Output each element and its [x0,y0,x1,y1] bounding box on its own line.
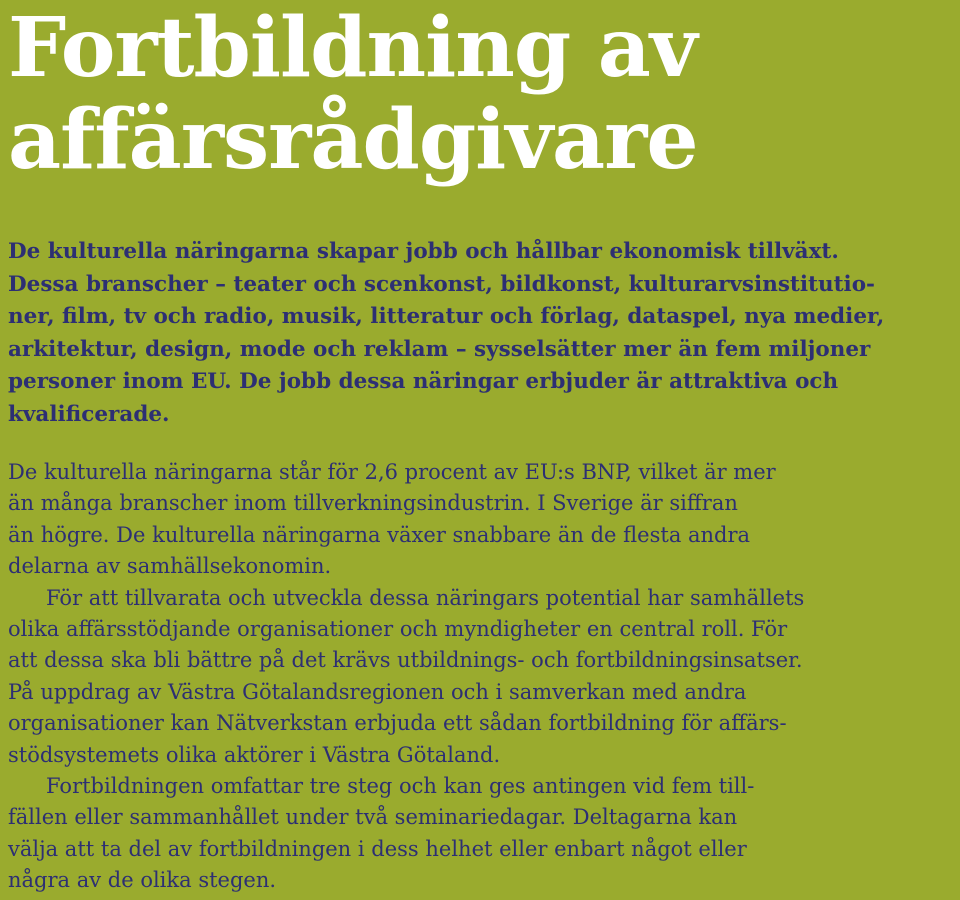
body-line: På uppdrag av Västra Götalandsregionen och i samverkan med andra [8,679,747,704]
body-line: några av de olika stegen. [8,868,277,893]
lede-line: Dessa branscher – teater och scenkonst, bildkonst, kulturarvsinstitutio- [8,271,875,297]
title-line: affärsrådgivare [8,92,698,188]
body-line: fällen eller sammanhållet under två seminariedagar. Deltagarna kan [8,805,738,830]
body-line: Fortbildningen omfattar tre steg och kan ges antingen vid fem till- [46,774,755,799]
lede-line: personer inom EU. De jobb dessa näringar erbjuder är attraktiva och [8,369,839,394]
lede-line: kvalificerade. [8,401,170,427]
body-line: än många branscher inom tillverkningsindustrin. I Sverige är siffran [8,491,738,516]
body-line: olika affärsstödjande organisationer och myndigheter en central roll. För [8,617,788,642]
body-line: välja att ta del av fortbildningen i dess helhet eller enbart något eller [8,836,747,861]
body-text [8,457,958,897]
page-title [8,2,698,186]
lede-line: arkitektur, design, mode och reklam – sysselsätter mer än fem miljoner [8,336,871,362]
title-line: Fortbildning av [8,0,697,96]
body-line: För att tillvarata och utveckla dessa näringars potential har samhällets [46,585,805,610]
body-line: De kulturella näringarna står för 2,6 procent av EU:s BNP, vilket är mer [8,460,776,484]
lede-line: De kulturella näringarna skapar jobb och hållbar ekonomisk tillväxt. [8,239,839,264]
body-line: än högre. De kulturella näringarna växer snabbare än de flesta andra [8,522,751,547]
body-line: stödsystemets olika aktörer i Västra Götaland. [8,742,501,767]
lede-paragraph [8,236,958,431]
body-line: organisationer kan Nätverkstan erbjuda ett sådan fortbildning för affärs- [8,711,787,736]
body-line: att dessa ska bli bättre på det krävs utbildnings- och fortbildningsinsatser. [8,648,803,673]
lede-line: ner, film, tv och radio, musik, litteratur och förlag, dataspel, nya medier, [8,304,885,329]
body-line: delarna av samhällsekonomin. [8,554,332,579]
